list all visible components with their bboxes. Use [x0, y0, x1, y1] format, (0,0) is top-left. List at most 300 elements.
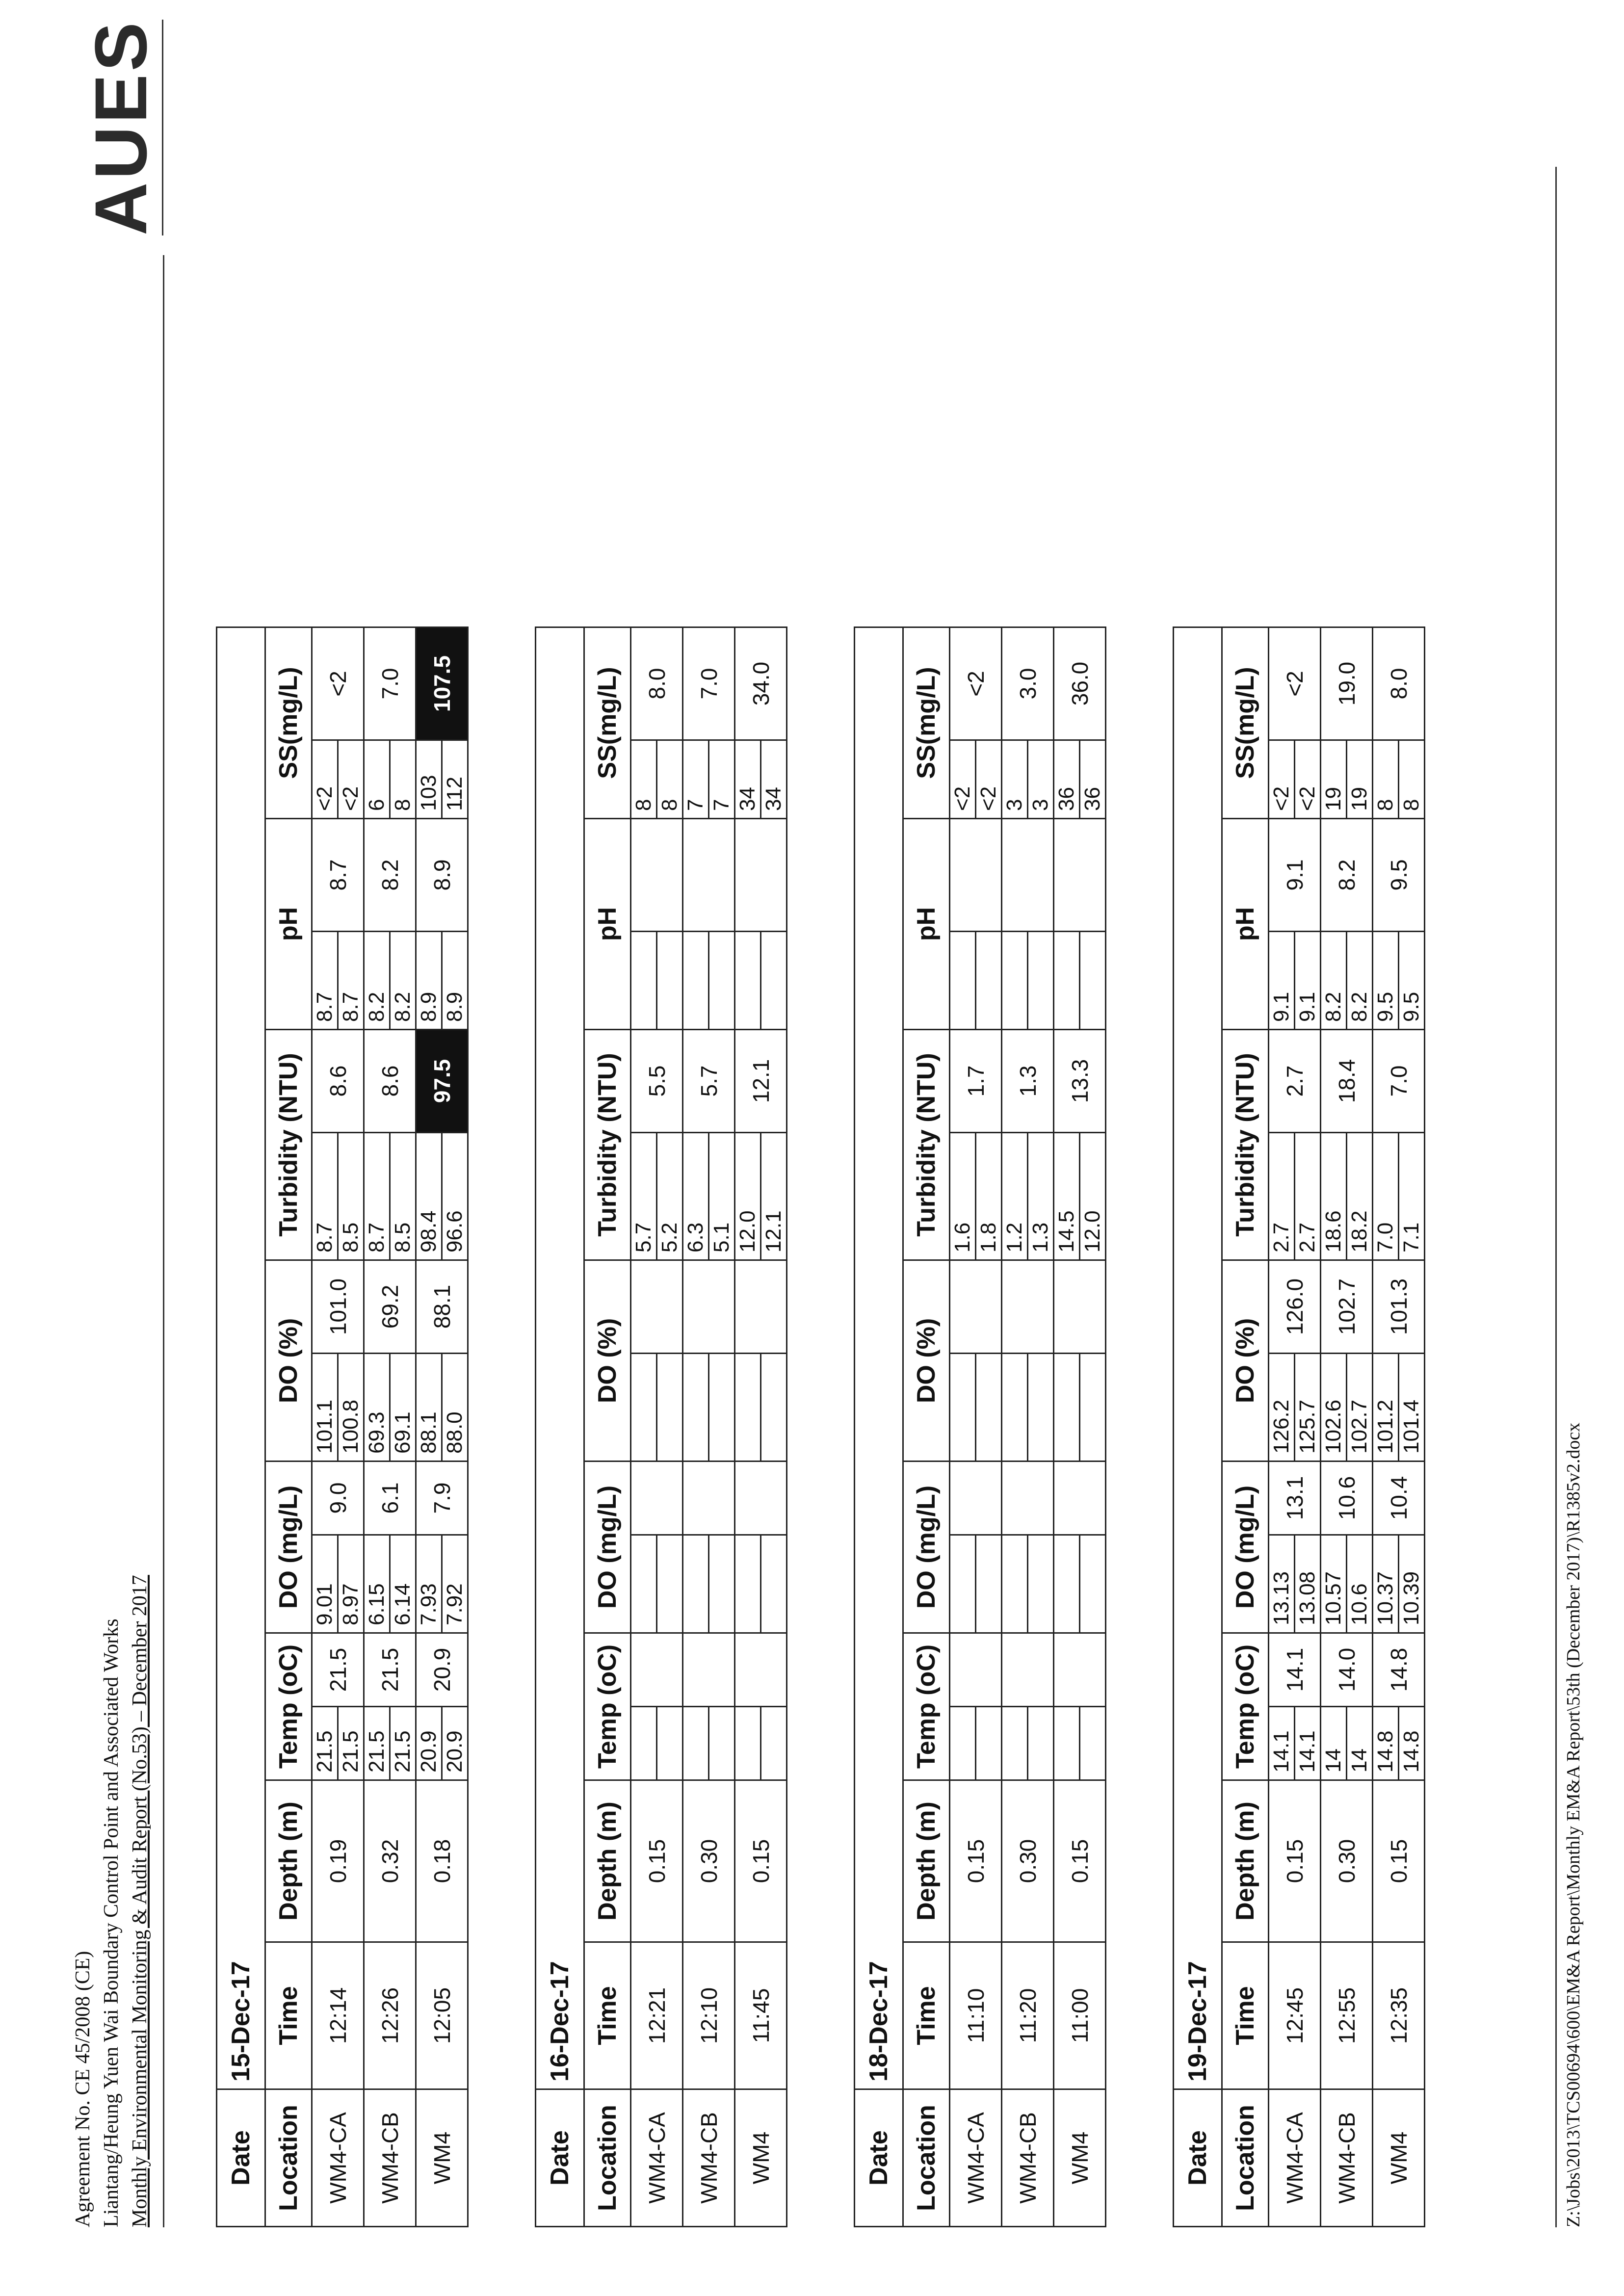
turbidity-header: Turbidity (NTU): [265, 1030, 312, 1260]
temp-reading-2: [1080, 1707, 1106, 1780]
temp-reading-2: 14.1: [1295, 1707, 1321, 1780]
temp-reading-1: [683, 1707, 709, 1780]
ss-header: SS(mg/L): [265, 627, 312, 819]
do-mgl-reading-1: 7.93: [416, 1535, 442, 1633]
depth-header: Depth (m): [584, 1780, 631, 1942]
do-pct-average: [683, 1260, 735, 1354]
block-19-dec: [1173, 88, 1425, 2227]
depth-cell: 0.19: [312, 1780, 364, 1942]
temp-reading-1: 21.5: [364, 1707, 390, 1780]
ss-average: <2: [312, 627, 364, 740]
do-pct-average: [1054, 1260, 1106, 1354]
agreement-line: Agreement No. CE 45/2008 (CE): [72, 1951, 94, 2227]
do-mgl-reading-1: 10.57: [1321, 1535, 1347, 1633]
temp-header: Temp (oC): [265, 1633, 312, 1780]
ph-average: [631, 819, 683, 932]
time-cell: 11:00: [1054, 1942, 1106, 2089]
do-pct-reading-2: 88.0: [442, 1354, 468, 1461]
ss-average: 36.0: [1054, 627, 1106, 740]
date-label: Date: [855, 2089, 903, 2227]
ss-reading-1: 8: [1373, 740, 1399, 819]
temp-reading-1: 14.1: [1269, 1707, 1295, 1780]
location-cell: WM4-CA: [950, 2089, 1002, 2227]
temp-average: 20.9: [416, 1633, 468, 1707]
location-cell: WM4-CB: [1321, 2089, 1373, 2227]
do-mgl-average: [1054, 1461, 1106, 1535]
ph-average: 8.9: [416, 819, 468, 932]
turbidity-reading-1: 8.7: [364, 1133, 390, 1260]
ph-reading-1: [631, 932, 657, 1030]
ph-reading-1: 8.9: [416, 932, 442, 1030]
turbidity-average: 8.6: [312, 1030, 364, 1133]
ph-average: 9.1: [1269, 819, 1321, 932]
do-mgl-reading-1: [1002, 1535, 1028, 1633]
depth-cell: 0.15: [950, 1780, 1002, 1942]
do-pct-reading-2: 100.8: [338, 1354, 364, 1461]
logo-rule: [162, 20, 163, 235]
turbidity-average: 1.3: [1002, 1030, 1054, 1133]
do-pct-reading-2: [1080, 1354, 1106, 1461]
monitoring-table: [535, 626, 787, 2227]
project-line: Liantang/Heung Yuen Wai Boundary Control Point and Associated Works: [100, 1618, 123, 2227]
ph-average: 8.7: [312, 819, 364, 932]
do-pct-reading-1: [735, 1354, 761, 1461]
ph-reading-2: [1028, 932, 1054, 1030]
temp-reading-1: 14.8: [1373, 1707, 1399, 1780]
do-pct-reading-2: 69.1: [390, 1354, 416, 1461]
ss-average: 7.0: [683, 627, 735, 740]
turbidity-reading-1: 1.6: [950, 1133, 976, 1260]
ph-reading-2: 8.7: [338, 932, 364, 1030]
ss-reading-2: <2: [338, 740, 364, 819]
do-mgl-reading-1: 9.01: [312, 1535, 338, 1633]
ph-average: 9.5: [1373, 819, 1425, 932]
ss-reading-2: 34: [761, 740, 787, 819]
turbidity-header: Turbidity (NTU): [1222, 1030, 1269, 1260]
date-label: Date: [217, 2089, 265, 2227]
ph-reading-2: [1080, 932, 1106, 1030]
ss-reading-1: <2: [312, 740, 338, 819]
ss-reading-2: 36: [1080, 740, 1106, 819]
temp-average: 21.5: [312, 1633, 364, 1707]
do-mgl-reading-1: 10.37: [1373, 1535, 1399, 1633]
do-pct-header: DO (%): [265, 1260, 312, 1461]
table-row: [950, 627, 976, 2227]
time-cell: 12:10: [683, 1942, 735, 2089]
do-mgl-average: [631, 1461, 683, 1535]
temp-average: 14.0: [1321, 1633, 1373, 1707]
depth-header: Depth (m): [265, 1780, 312, 1942]
do-pct-reading-1: [1054, 1354, 1080, 1461]
turbidity-reading-1: 8.7: [312, 1133, 338, 1260]
monitoring-table: [216, 626, 469, 2227]
ph-reading-2: [761, 932, 787, 1030]
table-row: [416, 627, 442, 2227]
do-pct-reading-1: 101.1: [312, 1354, 338, 1461]
do-pct-average: [1002, 1260, 1054, 1354]
depth-cell: 0.30: [1321, 1780, 1373, 1942]
do-mgl-average: 10.6: [1321, 1461, 1373, 1535]
time-header: Time: [584, 1942, 631, 2089]
do-pct-reading-1: [1002, 1354, 1028, 1461]
ph-reading-1: [1002, 932, 1028, 1030]
do-pct-average: 101.0: [312, 1260, 364, 1354]
turbidity-average: 8.6: [364, 1030, 416, 1133]
ph-reading-2: [976, 932, 1002, 1030]
turbidity-average: 1.7: [950, 1030, 1002, 1133]
ss-reading-1: <2: [950, 740, 976, 819]
do-mgl-average: 7.9: [416, 1461, 468, 1535]
turbidity-reading-2: 1.8: [976, 1133, 1002, 1260]
temp-reading-1: [735, 1707, 761, 1780]
depth-header: Depth (m): [903, 1780, 950, 1942]
depth-cell: 0.15: [1054, 1780, 1106, 1942]
do-mgl-header: DO (mg/L): [1222, 1461, 1269, 1633]
ph-reading-1: [683, 932, 709, 1030]
ss-reading-1: 103: [416, 740, 442, 819]
temp-average: 21.5: [364, 1633, 416, 1707]
temp-average: [735, 1633, 787, 1707]
do-mgl-reading-1: [683, 1535, 709, 1633]
temp-reading-2: [1028, 1707, 1054, 1780]
ss-reading-2: 8: [1399, 740, 1425, 819]
ph-average: [735, 819, 787, 932]
time-cell: 12:35: [1373, 1942, 1425, 2089]
location-cell: WM4-CB: [1002, 2089, 1054, 2227]
footer-rule: [1555, 167, 1557, 2227]
do-pct-reading-1: 102.6: [1321, 1354, 1347, 1461]
monitoring-table: [1173, 626, 1425, 2227]
depth-cell: 0.18: [416, 1780, 468, 1942]
ss-reading-1: 7: [683, 740, 709, 819]
ss-average: 107.5: [416, 627, 468, 740]
do-pct-reading-2: [761, 1354, 787, 1461]
ph-reading-1: [735, 932, 761, 1030]
ph-reading-2: 8.2: [390, 932, 416, 1030]
ss-average: 34.0: [735, 627, 787, 740]
do-mgl-reading-1: [1054, 1535, 1080, 1633]
time-header: Time: [265, 1942, 312, 2089]
do-pct-average: 101.3: [1373, 1260, 1425, 1354]
ss-reading-1: 6: [364, 740, 390, 819]
ss-reading-1: 19: [1321, 740, 1347, 819]
time-cell: 11:20: [1002, 1942, 1054, 2089]
temp-reading-2: 21.5: [390, 1707, 416, 1780]
block-18-dec: [854, 88, 1106, 2227]
do-pct-header: DO (%): [1222, 1260, 1269, 1461]
turbidity-reading-1: 98.4: [416, 1133, 442, 1260]
ss-reading-2: <2: [1295, 740, 1321, 819]
turbidity-reading-2: 12.1: [761, 1133, 787, 1260]
turbidity-reading-2: 7.1: [1399, 1133, 1425, 1260]
temp-reading-2: [976, 1707, 1002, 1780]
table-row: [312, 627, 338, 2227]
temp-reading-2: [709, 1707, 735, 1780]
ss-reading-2: 8: [657, 740, 683, 819]
ph-reading-1: 9.1: [1269, 932, 1295, 1030]
do-mgl-average: [950, 1461, 1002, 1535]
do-pct-average: [735, 1260, 787, 1354]
depth-header: Depth (m): [1222, 1780, 1269, 1942]
ph-header: pH: [1222, 819, 1269, 1030]
do-pct-header: DO (%): [903, 1260, 950, 1461]
turbidity-average: 97.5: [416, 1030, 468, 1133]
temp-reading-2: 14: [1347, 1707, 1373, 1780]
do-mgl-reading-1: 13.13: [1269, 1535, 1295, 1633]
ss-average: <2: [950, 627, 1002, 740]
ph-header: pH: [584, 819, 631, 1030]
turbidity-reading-2: 1.3: [1028, 1133, 1054, 1260]
depth-cell: 0.30: [683, 1780, 735, 1942]
do-mgl-reading-2: [976, 1535, 1002, 1633]
location-cell: WM4-CB: [683, 2089, 735, 2227]
temp-average: [1002, 1633, 1054, 1707]
do-pct-reading-1: [631, 1354, 657, 1461]
do-pct-reading-1: 101.2: [1373, 1354, 1399, 1461]
aues-logo: AUES: [79, 19, 162, 235]
ph-reading-2: 9.5: [1399, 932, 1425, 1030]
do-pct-reading-2: [976, 1354, 1002, 1461]
do-pct-average: [631, 1260, 683, 1354]
ss-average: 3.0: [1002, 627, 1054, 740]
ss-average: <2: [1269, 627, 1321, 740]
block-16-dec: [535, 88, 787, 2227]
ph-reading-1: [950, 932, 976, 1030]
time-cell: 12:55: [1321, 1942, 1373, 2089]
location-cell: WM4-CB: [364, 2089, 416, 2227]
location-header: Location: [903, 2089, 950, 2227]
ph-average: [950, 819, 1002, 932]
time-header: Time: [1222, 1942, 1269, 2089]
do-mgl-reading-1: 6.15: [364, 1535, 390, 1633]
ss-reading-2: 3: [1028, 740, 1054, 819]
do-mgl-average: [1002, 1461, 1054, 1535]
do-mgl-average: 10.4: [1373, 1461, 1425, 1535]
table-row: [683, 627, 709, 2227]
table-row: [735, 627, 761, 2227]
ss-reading-1: 34: [735, 740, 761, 819]
temp-reading-2: 20.9: [442, 1707, 468, 1780]
ph-header: pH: [903, 819, 950, 1030]
location-cell: WM4-CA: [1269, 2089, 1321, 2227]
table-row: [631, 627, 657, 2227]
date-label: Date: [536, 2089, 584, 2227]
ph-reading-2: [657, 932, 683, 1030]
time-header: Time: [903, 1942, 950, 2089]
time-cell: 12:21: [631, 1942, 683, 2089]
ss-header: SS(mg/L): [903, 627, 950, 819]
ss-reading-1: 8: [631, 740, 657, 819]
do-pct-reading-2: 125.7: [1295, 1354, 1321, 1461]
location-cell: WM4-CA: [312, 2089, 364, 2227]
turbidity-reading-2: 2.7: [1295, 1133, 1321, 1260]
ss-header: SS(mg/L): [1222, 627, 1269, 819]
do-mgl-reading-2: [1080, 1535, 1106, 1633]
location-header: Location: [584, 2089, 631, 2227]
turbidity-average: 2.7: [1269, 1030, 1321, 1133]
temp-reading-1: [631, 1707, 657, 1780]
ph-reading-2: [709, 932, 735, 1030]
temp-header: Temp (oC): [584, 1633, 631, 1780]
turbidity-average: 5.7: [683, 1030, 735, 1133]
temp-reading-1: 20.9: [416, 1707, 442, 1780]
temp-reading-1: 21.5: [312, 1707, 338, 1780]
ph-average: 8.2: [364, 819, 416, 932]
ss-header: SS(mg/L): [584, 627, 631, 819]
do-pct-average: 126.0: [1269, 1260, 1321, 1354]
turbidity-reading-2: 12.0: [1080, 1133, 1106, 1260]
depth-cell: 0.15: [1269, 1780, 1321, 1942]
document-header: [69, 1575, 154, 2227]
turbidity-reading-2: 8.5: [390, 1133, 416, 1260]
ss-reading-2: 19: [1347, 740, 1373, 819]
time-cell: 12:14: [312, 1942, 364, 2089]
location-cell: WM4: [735, 2089, 787, 2227]
do-pct-average: 69.2: [364, 1260, 416, 1354]
location-header: Location: [265, 2089, 312, 2227]
temp-average: 14.1: [1269, 1633, 1321, 1707]
turbidity-average: 13.3: [1054, 1030, 1106, 1133]
ss-average: 7.0: [364, 627, 416, 740]
header-rule: [163, 255, 164, 2227]
depth-cell: 0.15: [1373, 1780, 1425, 1942]
ph-reading-1: 8.2: [1321, 932, 1347, 1030]
time-cell: 11:10: [950, 1942, 1002, 2089]
turbidity-header: Turbidity (NTU): [584, 1030, 631, 1260]
do-mgl-reading-2: 7.92: [442, 1535, 468, 1633]
depth-cell: 0.15: [631, 1780, 683, 1942]
do-pct-average: 88.1: [416, 1260, 468, 1354]
ph-header: pH: [265, 819, 312, 1030]
time-cell: 12:45: [1269, 1942, 1321, 2089]
do-mgl-header: DO (mg/L): [265, 1461, 312, 1633]
do-mgl-reading-2: 13.08: [1295, 1535, 1321, 1633]
do-pct-reading-2: [657, 1354, 683, 1461]
ss-reading-1: <2: [1269, 740, 1295, 819]
ph-reading-2: 8.2: [1347, 932, 1373, 1030]
date-label: Date: [1174, 2089, 1222, 2227]
temp-average: [950, 1633, 1002, 1707]
temp-average: [1054, 1633, 1106, 1707]
ss-reading-2: 8: [390, 740, 416, 819]
date-value: 19-Dec-17: [1174, 627, 1222, 2089]
temp-average: [683, 1633, 735, 1707]
block-15-dec: [216, 88, 469, 2227]
depth-cell: 0.32: [364, 1780, 416, 1942]
do-pct-reading-2: 101.4: [1399, 1354, 1425, 1461]
do-mgl-average: 6.1: [364, 1461, 416, 1535]
temp-header: Temp (oC): [903, 1633, 950, 1780]
location-cell: WM4: [416, 2089, 468, 2227]
ss-reading-2: <2: [976, 740, 1002, 819]
temp-average: 14.8: [1373, 1633, 1425, 1707]
do-mgl-reading-1: [631, 1535, 657, 1633]
ss-reading-2: 112: [442, 740, 468, 819]
ss-average: 19.0: [1321, 627, 1373, 740]
depth-cell: 0.30: [1002, 1780, 1054, 1942]
do-mgl-reading-1: [735, 1535, 761, 1633]
ph-reading-2: 9.1: [1295, 932, 1321, 1030]
do-pct-average: [950, 1260, 1002, 1354]
ss-reading-1: 3: [1002, 740, 1028, 819]
temp-reading-2: 14.8: [1399, 1707, 1425, 1780]
monitoring-table: [854, 626, 1106, 2227]
temp-average: [631, 1633, 683, 1707]
do-mgl-header: DO (mg/L): [903, 1461, 950, 1633]
table-row: [1054, 627, 1080, 2227]
ph-reading-1: 8.2: [364, 932, 390, 1030]
report-title: Monthly Environmental Monitoring & Audit Report (No.53) – December 2017: [129, 1575, 151, 2227]
do-mgl-reading-2: [657, 1535, 683, 1633]
turbidity-reading-2: 96.6: [442, 1133, 468, 1260]
do-pct-reading-1: 126.2: [1269, 1354, 1295, 1461]
do-mgl-reading-2: [1028, 1535, 1054, 1633]
do-mgl-reading-2: 6.14: [390, 1535, 416, 1633]
turbidity-reading-2: 5.1: [709, 1133, 735, 1260]
temp-reading-2: [761, 1707, 787, 1780]
ph-average: [683, 819, 735, 932]
do-mgl-reading-2: [709, 1535, 735, 1633]
time-cell: 12:26: [364, 1942, 416, 2089]
turbidity-reading-1: 5.7: [631, 1133, 657, 1260]
table-row: [364, 627, 390, 2227]
do-pct-reading-2: 102.7: [1347, 1354, 1373, 1461]
turbidity-reading-1: 6.3: [683, 1133, 709, 1260]
table-row: [1373, 627, 1399, 2227]
do-mgl-average: [683, 1461, 735, 1535]
date-value: 15-Dec-17: [217, 627, 265, 2089]
time-cell: 11:45: [735, 1942, 787, 2089]
turbidity-average: 7.0: [1373, 1030, 1425, 1133]
turbidity-header: Turbidity (NTU): [903, 1030, 950, 1260]
turbidity-reading-1: 2.7: [1269, 1133, 1295, 1260]
turbidity-average: 18.4: [1321, 1030, 1373, 1133]
depth-cell: 0.15: [735, 1780, 787, 1942]
turbidity-reading-1: 12.0: [735, 1133, 761, 1260]
do-pct-reading-2: [1028, 1354, 1054, 1461]
do-mgl-header: DO (mg/L): [584, 1461, 631, 1633]
do-mgl-average: 13.1: [1269, 1461, 1321, 1535]
ph-reading-1: 8.7: [312, 932, 338, 1030]
do-mgl-reading-2: 10.39: [1399, 1535, 1425, 1633]
ph-average: [1002, 819, 1054, 932]
ss-average: 8.0: [631, 627, 683, 740]
do-pct-reading-1: 88.1: [416, 1354, 442, 1461]
ss-average: 8.0: [1373, 627, 1425, 740]
ph-average: 8.2: [1321, 819, 1373, 932]
do-pct-reading-1: 69.3: [364, 1354, 390, 1461]
location-cell: WM4: [1373, 2089, 1425, 2227]
ph-reading-2: 8.9: [442, 932, 468, 1030]
do-mgl-average: [735, 1461, 787, 1535]
ph-reading-1: 9.5: [1373, 932, 1399, 1030]
time-cell: 12:05: [416, 1942, 468, 2089]
do-pct-header: DO (%): [584, 1260, 631, 1461]
turbidity-reading-2: 8.5: [338, 1133, 364, 1260]
temp-reading-1: [1054, 1707, 1080, 1780]
ph-average: [1054, 819, 1106, 932]
do-mgl-reading-2: [761, 1535, 787, 1633]
do-mgl-reading-2: 8.97: [338, 1535, 364, 1633]
do-mgl-reading-2: 10.6: [1347, 1535, 1373, 1633]
location-cell: WM4-CA: [631, 2089, 683, 2227]
turbidity-reading-1: 18.6: [1321, 1133, 1347, 1260]
turbidity-reading-1: 1.2: [1002, 1133, 1028, 1260]
turbidity-reading-2: 18.2: [1347, 1133, 1373, 1260]
do-pct-reading-1: [950, 1354, 976, 1461]
turbidity-reading-2: 5.2: [657, 1133, 683, 1260]
do-mgl-average: 9.0: [312, 1461, 364, 1535]
